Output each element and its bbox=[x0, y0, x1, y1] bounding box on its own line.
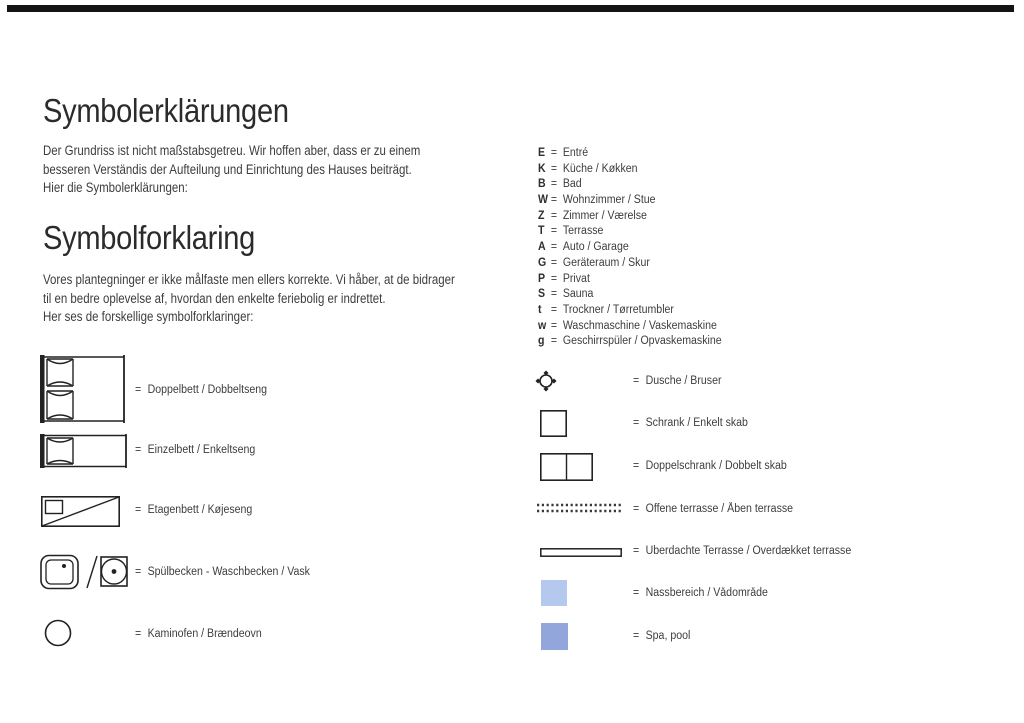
double-bed-icon bbox=[40, 355, 128, 423]
legend-name: Küche / Køkken bbox=[562, 163, 638, 175]
spa-pool-icon bbox=[541, 623, 568, 650]
legend-letter: g bbox=[538, 335, 545, 347]
equals-sign: = bbox=[135, 566, 142, 578]
legend-row-shed bbox=[538, 257, 650, 269]
wet-area-label: = Nassbereich / Vådområde bbox=[633, 587, 768, 599]
legend-letter: P bbox=[538, 273, 546, 285]
equals-sign: = bbox=[633, 545, 640, 557]
equals-sign: = bbox=[550, 304, 558, 316]
equals-sign: = bbox=[633, 503, 640, 515]
legend-row-sauna bbox=[538, 288, 593, 300]
danish-title: Symbolforklaring bbox=[43, 219, 256, 256]
single-wardrobe-label: = Schrank / Enkelt skab bbox=[633, 417, 748, 429]
legend-letter: t bbox=[538, 304, 542, 316]
equals-sign: = bbox=[550, 210, 558, 222]
legend-row-bath bbox=[538, 178, 582, 190]
single-wardrobe-icon bbox=[540, 410, 567, 437]
equals-sign: = bbox=[550, 163, 558, 175]
double-bed-label: = Doppelbett / Dobbeltseng bbox=[135, 384, 268, 396]
equals-sign: = bbox=[550, 257, 558, 269]
danish-intro-line2: til en bedre oplevelse af, hvordan den enkelte feriebolig er indrettet. bbox=[43, 290, 386, 306]
equals-sign: = bbox=[633, 417, 640, 429]
covered-terrace-icon bbox=[540, 548, 622, 557]
equals-sign: = bbox=[550, 194, 558, 206]
legend-letter: A bbox=[538, 241, 546, 253]
shower-icon bbox=[535, 370, 557, 392]
legend-letter: K bbox=[538, 163, 546, 175]
equals-sign: = bbox=[550, 147, 558, 159]
legend-letter: w bbox=[538, 320, 547, 332]
german-intro-line3: Hier die Symbolerklärungen: bbox=[43, 180, 188, 195]
sink-label: = Spülbecken - Waschbecken / Vask bbox=[135, 566, 310, 578]
sink-icon bbox=[40, 553, 128, 591]
open-terrace-icon bbox=[537, 503, 621, 513]
shower-label: = Dusche / Bruser bbox=[633, 375, 722, 387]
legend-row-livingroom bbox=[538, 194, 656, 206]
legend-name: Wohnzimmer / Stue bbox=[562, 194, 656, 206]
double-wardrobe-icon bbox=[540, 453, 593, 481]
legend-row-dryer bbox=[538, 304, 674, 316]
legend-name: Entré bbox=[562, 147, 589, 159]
double-wardrobe-label: = Doppelschrank / Dobbelt skab bbox=[633, 460, 787, 472]
danish-intro-line1: Vores plantegninger er ikke målfaste men ellers korrekte. Vi håber, at de bidrager bbox=[43, 272, 455, 287]
equals-sign: = bbox=[550, 320, 558, 332]
legend-row-washer bbox=[538, 320, 717, 332]
equals-sign: = bbox=[550, 178, 558, 190]
equals-sign: = bbox=[135, 628, 142, 640]
equals-sign: = bbox=[550, 288, 558, 300]
equals-sign: = bbox=[135, 504, 142, 516]
legend-row-room bbox=[538, 210, 647, 222]
legend-name: Geschirrspüler / Opvaskemaskine bbox=[562, 335, 722, 347]
equals-sign: = bbox=[633, 460, 640, 472]
legend-row-kitchen bbox=[538, 163, 638, 175]
top-divider-bar bbox=[7, 5, 1014, 12]
german-intro-line2: besseren Verständis der Aufteilung und Einrichtung des Hauses beiträgt. bbox=[43, 161, 412, 177]
danish-intro bbox=[43, 271, 455, 327]
legend-row-garage bbox=[538, 241, 629, 253]
spa-pool-label: = Spa, pool bbox=[633, 630, 691, 642]
legend-letter: S bbox=[538, 288, 546, 300]
equals-sign: = bbox=[550, 241, 558, 253]
danish-intro-line3: Her ses de forskellige symbolforklaringer: bbox=[43, 309, 254, 324]
single-bed-label: = Einzelbett / Enkeltseng bbox=[135, 444, 256, 456]
bunk-bed-label: = Etagenbett / Køjeseng bbox=[135, 504, 253, 516]
legend-row-terrace bbox=[538, 225, 603, 237]
bunk-bed-icon bbox=[41, 496, 120, 527]
german-title: Symbolerklärungen bbox=[43, 92, 289, 129]
wood-stove-label: = Kaminofen / Brændeovn bbox=[135, 628, 262, 640]
german-intro bbox=[43, 142, 420, 198]
equals-sign: = bbox=[633, 587, 640, 599]
legend-name: Trockner / Tørretumbler bbox=[562, 304, 674, 316]
german-intro-line1: Der Grundriss ist nicht maßstabsgetreu. Wir hoffen aber, dass er zu einem bbox=[43, 143, 421, 158]
legend-letter: E bbox=[538, 147, 546, 159]
legend-letter: W bbox=[538, 194, 548, 206]
equals-sign: = bbox=[633, 375, 640, 387]
legend-row-dishwasher bbox=[538, 335, 722, 347]
legend-letter: T bbox=[538, 225, 545, 237]
legend-letter: G bbox=[538, 257, 547, 269]
open-terrace-label: = Offene terrasse / Åben terrasse bbox=[633, 503, 794, 515]
wood-stove-icon bbox=[44, 619, 72, 647]
legend-letter: B bbox=[538, 178, 546, 190]
equals-sign: = bbox=[550, 273, 558, 285]
wet-area-icon bbox=[541, 580, 567, 606]
covered-terrace-label: = Überdachte Terrasse / Overdækket terrasse bbox=[633, 545, 852, 557]
equals-sign: = bbox=[135, 444, 142, 456]
legend-name: Bad bbox=[562, 178, 582, 190]
legend-name: Privat bbox=[562, 273, 590, 285]
equals-sign: = bbox=[135, 384, 142, 396]
single-bed-icon bbox=[40, 434, 130, 468]
legend-name: Geräteraum / Skur bbox=[562, 257, 650, 269]
equals-sign: = bbox=[550, 225, 558, 237]
equals-sign: = bbox=[550, 335, 558, 347]
legend-name: Waschmaschine / Vaskemaskine bbox=[562, 320, 717, 332]
equals-sign: = bbox=[633, 630, 640, 642]
legend-letter: Z bbox=[538, 210, 545, 222]
legend-name: Terrasse bbox=[562, 225, 604, 237]
legend-row-entrance bbox=[538, 147, 588, 159]
legend-name: Auto / Garage bbox=[562, 241, 629, 253]
legend-name: Zimmer / Værelse bbox=[562, 210, 647, 222]
legend-name: Sauna bbox=[562, 288, 594, 300]
legend-row-private bbox=[538, 273, 590, 285]
